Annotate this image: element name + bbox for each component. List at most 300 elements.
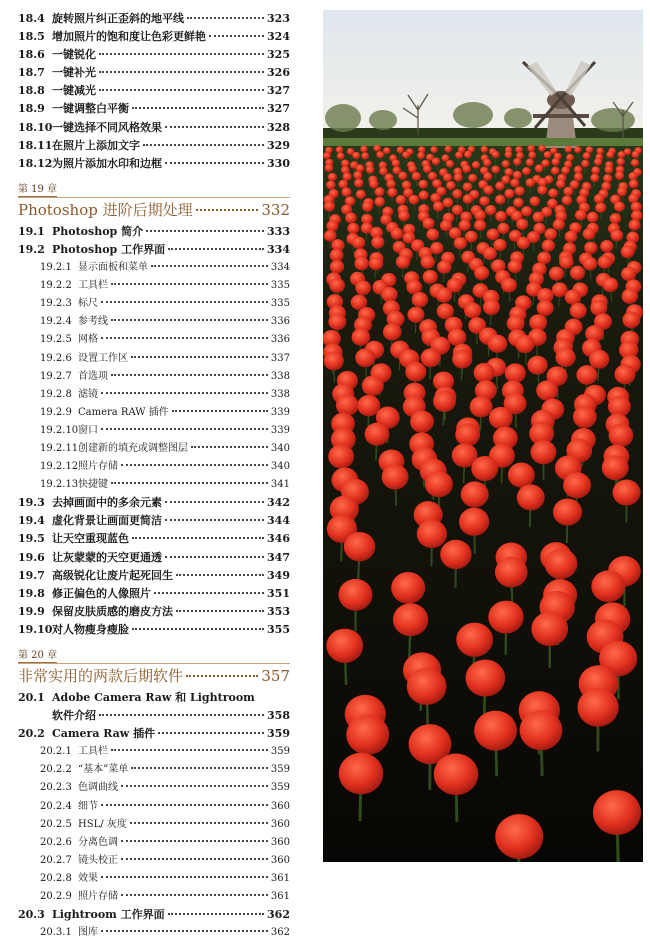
tulip-flower bbox=[452, 205, 463, 215]
toc-entry-number: 20.2.1 bbox=[40, 743, 78, 761]
toc-entry[interactable] bbox=[18, 28, 290, 46]
toc-entry[interactable] bbox=[18, 530, 290, 548]
toc-leader-dots bbox=[176, 609, 264, 612]
toc-leader-dots bbox=[187, 16, 264, 19]
tulip-flower bbox=[430, 146, 438, 153]
toc-entry[interactable] bbox=[18, 906, 290, 924]
tulip-flower bbox=[621, 245, 635, 258]
tulip-flower bbox=[398, 210, 410, 221]
toc-entry-title: 标尺 bbox=[78, 295, 98, 313]
tulip-flower bbox=[428, 172, 437, 181]
toc-leader-dots bbox=[132, 106, 264, 109]
tulip-flower bbox=[360, 146, 368, 153]
toc-entry[interactable] bbox=[18, 440, 290, 458]
toc-entry-number: 19.9 bbox=[18, 603, 52, 621]
toc-entry-title: 保留皮肤质感的磨皮方法 bbox=[52, 603, 173, 621]
tulip-flower bbox=[472, 161, 480, 169]
tulip-flower bbox=[488, 335, 507, 353]
toc-entry-title: 照片存储 bbox=[78, 888, 118, 906]
tulip-flower bbox=[574, 173, 583, 182]
tulip-flower bbox=[583, 257, 597, 270]
tulip-flower bbox=[474, 711, 517, 751]
toc-entry-title: 显示面板和菜单 bbox=[78, 259, 148, 277]
toc-entry-page: 337 bbox=[271, 350, 290, 368]
toc-entry-title: 软件介绍 bbox=[52, 707, 96, 725]
toc-entry-title: 让灰蒙蒙的天空更通透 bbox=[52, 549, 162, 567]
tulip-flower bbox=[474, 363, 495, 383]
tulip-flower bbox=[355, 257, 369, 270]
toc-leader-dots bbox=[165, 161, 264, 164]
tulip-flower bbox=[492, 151, 500, 158]
toc-leader-dots bbox=[176, 573, 264, 576]
toc-entry[interactable] bbox=[18, 870, 290, 888]
toc-entry-title: 照片存储 bbox=[78, 458, 118, 476]
tulip-flower bbox=[559, 255, 573, 268]
toc-entry-page: 323 bbox=[267, 10, 290, 28]
tulip-flower bbox=[344, 532, 375, 561]
tulip-flower bbox=[464, 302, 481, 318]
toc-entry-number: 19.2.9 bbox=[40, 404, 78, 422]
toc-entry-title: 滤镜 bbox=[78, 386, 98, 404]
tulip-flower bbox=[393, 603, 428, 636]
tulip-flower bbox=[383, 323, 402, 340]
tulip-flower bbox=[382, 464, 409, 489]
tulip-flower bbox=[396, 255, 410, 268]
tulip-flower bbox=[326, 181, 336, 190]
tulip-flower bbox=[326, 629, 363, 663]
tulip-flower bbox=[565, 231, 578, 243]
tulip-flower bbox=[618, 151, 626, 158]
toc-entry-page: 339 bbox=[271, 422, 290, 440]
toc-leader-dots bbox=[101, 803, 268, 806]
tulip-flower bbox=[357, 395, 380, 416]
tulip-flower bbox=[531, 612, 568, 646]
tulip-flower bbox=[570, 266, 585, 280]
tulip-flower bbox=[398, 171, 407, 180]
toc-entry-number: 19.2.3 bbox=[40, 295, 78, 313]
toc-entry[interactable] bbox=[18, 368, 290, 386]
tulip-flower bbox=[468, 174, 477, 183]
chapter-label-19: 第 19 章 bbox=[18, 183, 290, 197]
tulip-flower bbox=[537, 300, 554, 316]
tulip-flower bbox=[504, 189, 514, 198]
tulip-flower bbox=[577, 688, 618, 726]
toc-entry-number: 18.11 bbox=[18, 137, 52, 155]
tulip-flower bbox=[446, 160, 454, 168]
tulip-flower bbox=[324, 230, 337, 242]
toc-entry[interactable] bbox=[18, 295, 290, 313]
tulip-flower bbox=[576, 365, 597, 385]
toc-entry[interactable] bbox=[18, 707, 290, 725]
toc-entry-number: 19.2.12 bbox=[40, 458, 78, 476]
toc-entry-page: 340 bbox=[271, 440, 290, 458]
tulip-flower bbox=[552, 158, 560, 166]
tulip-flower bbox=[596, 147, 604, 154]
tulip-flower bbox=[434, 754, 479, 796]
tulip-flower bbox=[446, 181, 456, 190]
tulip-flower bbox=[591, 166, 600, 174]
toc-entry[interactable] bbox=[18, 64, 290, 82]
toc-entry-title: Camera Raw 插件 bbox=[52, 725, 155, 743]
tulip-flower bbox=[405, 362, 426, 382]
tulip-flower bbox=[542, 239, 555, 251]
toc-entry-page: 335 bbox=[271, 295, 290, 313]
toc-entry-page: 353 bbox=[267, 603, 290, 621]
tulip-flower bbox=[563, 187, 573, 196]
toc-entry-page: 355 bbox=[267, 621, 290, 639]
toc-entry[interactable] bbox=[18, 567, 290, 585]
tulip-flower bbox=[336, 394, 359, 415]
toc-entry[interactable] bbox=[18, 350, 290, 368]
tulip-flower bbox=[615, 365, 636, 385]
toc-leader-dots bbox=[146, 229, 264, 232]
tulip-flower bbox=[432, 157, 440, 165]
tulip-flower bbox=[495, 211, 507, 222]
toc-leader-dots bbox=[130, 821, 268, 824]
tulip-flower bbox=[549, 267, 564, 281]
tulip-flower bbox=[611, 230, 624, 242]
tulip-flower bbox=[594, 158, 602, 166]
toc-entry-number: 20.2.8 bbox=[40, 870, 78, 888]
tulip-flower bbox=[452, 350, 472, 369]
toc-entry[interactable] bbox=[18, 743, 290, 761]
toc-entry[interactable] bbox=[18, 313, 290, 331]
toc-leader-dots bbox=[121, 857, 268, 860]
toc-entry[interactable] bbox=[18, 137, 290, 155]
toc-entry-title: 修正偏色的人像照片 bbox=[52, 585, 151, 603]
toc-entry-number: 18.12 bbox=[18, 155, 52, 173]
tulip-flower bbox=[407, 307, 424, 323]
toc-entry[interactable] bbox=[18, 798, 290, 816]
tulip-flower bbox=[391, 228, 404, 240]
toc-entry-number: 19.6 bbox=[18, 549, 52, 567]
tulip-flower bbox=[330, 249, 344, 262]
tulip-flower bbox=[418, 180, 428, 189]
tulip-flower bbox=[603, 174, 612, 183]
toc-entry-title: Lightroom 工作界面 bbox=[52, 906, 165, 924]
toc-entry[interactable] bbox=[18, 888, 290, 906]
toc-entry[interactable] bbox=[18, 852, 290, 870]
chapter-title-20[interactable]: 非常实用的两款后期软件 357 bbox=[18, 663, 290, 687]
tulip-flower bbox=[593, 790, 641, 835]
tulip-flower bbox=[548, 188, 558, 197]
toc-entry-number: 19.2 bbox=[18, 241, 52, 259]
toc-entry-page: 359 bbox=[271, 779, 290, 797]
tulip-flower bbox=[345, 212, 357, 223]
table-of-contents bbox=[18, 10, 290, 942]
toc-entry-title: 增加照片的饱和度让色彩更鲜艳 bbox=[52, 28, 206, 46]
tulip-flower bbox=[515, 146, 523, 153]
toc-leader-dots bbox=[101, 391, 268, 394]
toc-leader-dots bbox=[111, 748, 268, 751]
tulip-flower bbox=[470, 396, 493, 417]
toc-entry-title: 设置工作区 bbox=[78, 350, 128, 368]
tulip-flower bbox=[521, 206, 532, 216]
tulip-flower bbox=[505, 151, 513, 158]
tulip-flower bbox=[565, 290, 581, 305]
tulip-flower bbox=[510, 178, 520, 187]
tulip-flower bbox=[605, 166, 614, 174]
toc-leader-dots bbox=[191, 445, 268, 448]
tulip-flower bbox=[497, 223, 509, 234]
tulip-flower bbox=[437, 303, 454, 319]
toc-entry-number: 19.1 bbox=[18, 223, 52, 241]
tulip-flower bbox=[545, 549, 578, 580]
tulip-flower bbox=[561, 166, 570, 174]
toc-entry-number: 18.5 bbox=[18, 28, 52, 46]
tulip-flower bbox=[392, 159, 400, 167]
toc-entry[interactable] bbox=[18, 155, 290, 173]
toc-entry-page: 346 bbox=[267, 530, 290, 548]
toc-leader-dots bbox=[132, 536, 264, 539]
toc-entry[interactable] bbox=[18, 725, 290, 743]
tulip-flower bbox=[573, 406, 597, 428]
toc-entry[interactable] bbox=[18, 241, 290, 259]
tulip-flower bbox=[484, 185, 494, 194]
tulip-flower bbox=[338, 180, 348, 189]
toc-entry-page: 326 bbox=[267, 64, 290, 82]
tulip-flower bbox=[575, 210, 587, 221]
tulip-flower bbox=[436, 287, 452, 302]
toc-entry[interactable] bbox=[18, 621, 290, 639]
tulip-flower bbox=[421, 255, 435, 268]
tulip-flower bbox=[617, 158, 625, 166]
tulip-flower bbox=[324, 201, 335, 211]
tulip-flower bbox=[407, 668, 447, 705]
tulip-flower bbox=[590, 300, 607, 316]
tulip-flower bbox=[610, 213, 622, 224]
tulip-flower bbox=[412, 172, 421, 181]
tulip-flower bbox=[462, 165, 471, 173]
toc-entry[interactable] bbox=[18, 119, 290, 137]
toc-entry-title: Photoshop 简介 bbox=[52, 223, 143, 241]
tulip-flower bbox=[361, 152, 369, 159]
toc-entry[interactable] bbox=[18, 924, 290, 942]
chapter-title-19[interactable]: Photoshop 进阶后期处理 332 bbox=[18, 197, 290, 221]
tulip-flower bbox=[455, 151, 463, 158]
toc-leader-dots bbox=[209, 34, 264, 37]
tulip-flower bbox=[587, 212, 599, 223]
tulip-flower bbox=[520, 710, 563, 750]
toc-entry-page: 351 bbox=[267, 585, 290, 603]
tulip-flower bbox=[423, 218, 435, 229]
toc-entry[interactable] bbox=[18, 422, 290, 440]
toc-entry[interactable] bbox=[18, 476, 290, 494]
tulip-flower bbox=[417, 152, 425, 159]
toc-entry[interactable] bbox=[18, 331, 290, 349]
tulip-flower bbox=[352, 328, 371, 345]
toc-leader-dots bbox=[101, 336, 268, 339]
toc-entry-title: 首选项 bbox=[78, 368, 108, 386]
tulip-flower bbox=[591, 570, 625, 602]
toc-entry-title: 虚化背景让画面更简洁 bbox=[52, 512, 162, 530]
toc-leader-dots bbox=[165, 500, 264, 503]
tulip-flower bbox=[433, 201, 444, 211]
tulip-flower bbox=[564, 146, 572, 153]
tulip-flower bbox=[440, 540, 471, 569]
toc-entry-number: 19.2.5 bbox=[40, 331, 78, 349]
toc-entry[interactable] bbox=[18, 834, 290, 852]
toc-leader-dots bbox=[131, 355, 268, 358]
tulip-flower bbox=[584, 242, 597, 254]
toc-entry-page: 359 bbox=[271, 761, 290, 779]
toc-leader-dots bbox=[121, 784, 268, 787]
tulip-flower bbox=[474, 220, 486, 231]
tulip-flower bbox=[423, 270, 438, 284]
tulip-flower bbox=[465, 660, 505, 697]
toc-entry[interactable] bbox=[18, 100, 290, 118]
tulip-flower bbox=[556, 348, 576, 367]
toc-entry-title: 一键补光 bbox=[52, 64, 96, 82]
toc-entry-number: 19.2.8 bbox=[40, 386, 78, 404]
toc-entry-number: 20.2.3 bbox=[40, 779, 78, 797]
tulip-flower bbox=[516, 219, 528, 230]
toc-entry-page: 360 bbox=[271, 816, 290, 834]
tulip-flower bbox=[371, 236, 384, 248]
tulip-flower bbox=[515, 335, 534, 353]
tulip-flower bbox=[328, 313, 346, 330]
tulip-field-illustration bbox=[323, 10, 643, 862]
toc-entry-number: 19.8 bbox=[18, 585, 52, 603]
tulip-flower bbox=[517, 484, 545, 510]
tulip-flower bbox=[583, 152, 591, 159]
tulip-flower bbox=[474, 210, 486, 221]
toc-entry-title: 一键减光 bbox=[52, 82, 96, 100]
toc-entry[interactable] bbox=[18, 386, 290, 404]
toc-leader-dots bbox=[165, 555, 264, 558]
toc-entry-page: 359 bbox=[267, 725, 290, 743]
toc-entry[interactable] bbox=[18, 259, 290, 277]
tulip-flower bbox=[581, 160, 589, 168]
toc-entry[interactable] bbox=[18, 223, 290, 241]
tulip-flower bbox=[452, 189, 462, 198]
tulip-flower bbox=[375, 187, 385, 196]
tulip-flower bbox=[628, 172, 637, 181]
toc-entry-title: 为照片添加水印和边框 bbox=[52, 155, 162, 173]
toc-leader-dots bbox=[143, 143, 264, 146]
tulip-flower bbox=[563, 472, 591, 498]
toc-entry-number: 20.2.5 bbox=[40, 816, 78, 834]
toc-entry-number: 18.4 bbox=[18, 10, 52, 28]
tulip-flower bbox=[341, 187, 351, 196]
tulip-flower bbox=[562, 195, 573, 205]
toc-entry[interactable] bbox=[18, 46, 290, 64]
tulip-flower bbox=[443, 173, 452, 182]
tulip-field-photo bbox=[323, 10, 643, 862]
tulip-flower bbox=[419, 191, 429, 200]
tulip-flower bbox=[544, 151, 552, 158]
tulip-flower bbox=[508, 463, 535, 488]
toc-entry-page: 347 bbox=[267, 549, 290, 567]
toc-entry-title: 旋转照片纠正歪斜的地平线 bbox=[52, 10, 184, 28]
toc-entry-page: 342 bbox=[267, 494, 290, 512]
tulip-flower bbox=[617, 187, 627, 196]
toc-leader-dots bbox=[111, 373, 268, 376]
tulip-flower bbox=[488, 601, 523, 634]
toc-entry-title: 分离色调 bbox=[78, 834, 118, 852]
toc-leader-dots bbox=[158, 731, 264, 734]
tulip-flower bbox=[535, 164, 544, 172]
tulip-flower bbox=[463, 182, 473, 191]
toc-entry-title: 镜头校正 bbox=[78, 852, 118, 870]
tulip-flower bbox=[326, 220, 338, 231]
toc-entry-number: 20.3 bbox=[18, 906, 52, 924]
toc-entry-page: 333 bbox=[267, 223, 290, 241]
tulip-flower bbox=[600, 240, 613, 252]
toc-entry[interactable] bbox=[18, 603, 290, 621]
toc-entry[interactable] bbox=[18, 277, 290, 295]
toc-entry-number: 19.2.4 bbox=[40, 313, 78, 331]
tulip-flower bbox=[455, 423, 480, 446]
toc-section-chapter18 bbox=[18, 10, 290, 173]
tulip-flower bbox=[330, 260, 344, 273]
toc-entry[interactable] bbox=[18, 512, 290, 530]
toc-entry-number: 20.2 bbox=[18, 725, 52, 743]
tulip-flower bbox=[459, 220, 471, 231]
tulip-flower bbox=[339, 753, 384, 795]
toc-entry-title: 窗口 bbox=[78, 422, 98, 440]
toc-entry-title: 工具栏 bbox=[78, 277, 108, 295]
toc-leader-dots bbox=[172, 409, 268, 412]
toc-entry-number: 19.2.6 bbox=[40, 350, 78, 368]
toc-entry-title: 快捷键 bbox=[78, 476, 108, 494]
toc-section-chapter20 bbox=[18, 689, 290, 942]
tulip-flower bbox=[324, 351, 344, 370]
toc-entry[interactable] bbox=[18, 458, 290, 476]
tulip-flower bbox=[362, 201, 373, 211]
toc-entry[interactable] bbox=[18, 585, 290, 603]
tulip-flower bbox=[483, 159, 491, 167]
toc-entry[interactable] bbox=[18, 779, 290, 797]
tulip-flower bbox=[533, 212, 545, 223]
toc-entry[interactable] bbox=[18, 549, 290, 567]
toc-entry-title: Photoshop 工作界面 bbox=[52, 241, 165, 259]
toc-leader-dots bbox=[101, 427, 268, 430]
tulip-flower bbox=[614, 202, 625, 212]
toc-leader-dots bbox=[121, 893, 268, 896]
tulip-flower bbox=[366, 166, 375, 174]
toc-entry[interactable] bbox=[18, 404, 290, 422]
tulip-flower bbox=[541, 159, 549, 167]
toc-entry-number: 20.1 bbox=[18, 689, 52, 707]
toc-entry[interactable] bbox=[18, 10, 290, 28]
toc-entry-page: 344 bbox=[267, 512, 290, 530]
tulip-flower bbox=[544, 228, 557, 240]
toc-entry-number: 19.10 bbox=[18, 621, 52, 639]
toc-entry-number: 19.7 bbox=[18, 567, 52, 585]
toc-entry-number: 18.7 bbox=[18, 64, 52, 82]
toc-entry-title: “基本”菜单 bbox=[78, 761, 128, 779]
tulip-flower bbox=[629, 179, 639, 188]
toc-leader-dots bbox=[154, 591, 264, 594]
toc-section-chapter19 bbox=[18, 223, 290, 639]
toc-leader-dots bbox=[165, 518, 264, 521]
tulip-flower bbox=[527, 145, 535, 152]
toc-entry-page: 360 bbox=[271, 798, 290, 816]
tulip-flower bbox=[369, 180, 379, 189]
toc-entry-number: 20.2.9 bbox=[40, 888, 78, 906]
toc-entry-number: 18.6 bbox=[18, 46, 52, 64]
toc-entry-page: 336 bbox=[271, 313, 290, 331]
toc-entry[interactable] bbox=[18, 82, 290, 100]
toc-entry[interactable] bbox=[18, 494, 290, 512]
toc-entry[interactable] bbox=[18, 816, 290, 834]
tulip-flower bbox=[354, 179, 364, 188]
toc-entry[interactable] bbox=[18, 761, 290, 779]
toc-entry[interactable] bbox=[18, 689, 290, 707]
chapter-label-20: 第 20 章 bbox=[18, 649, 290, 663]
tulip-flower bbox=[606, 151, 614, 158]
